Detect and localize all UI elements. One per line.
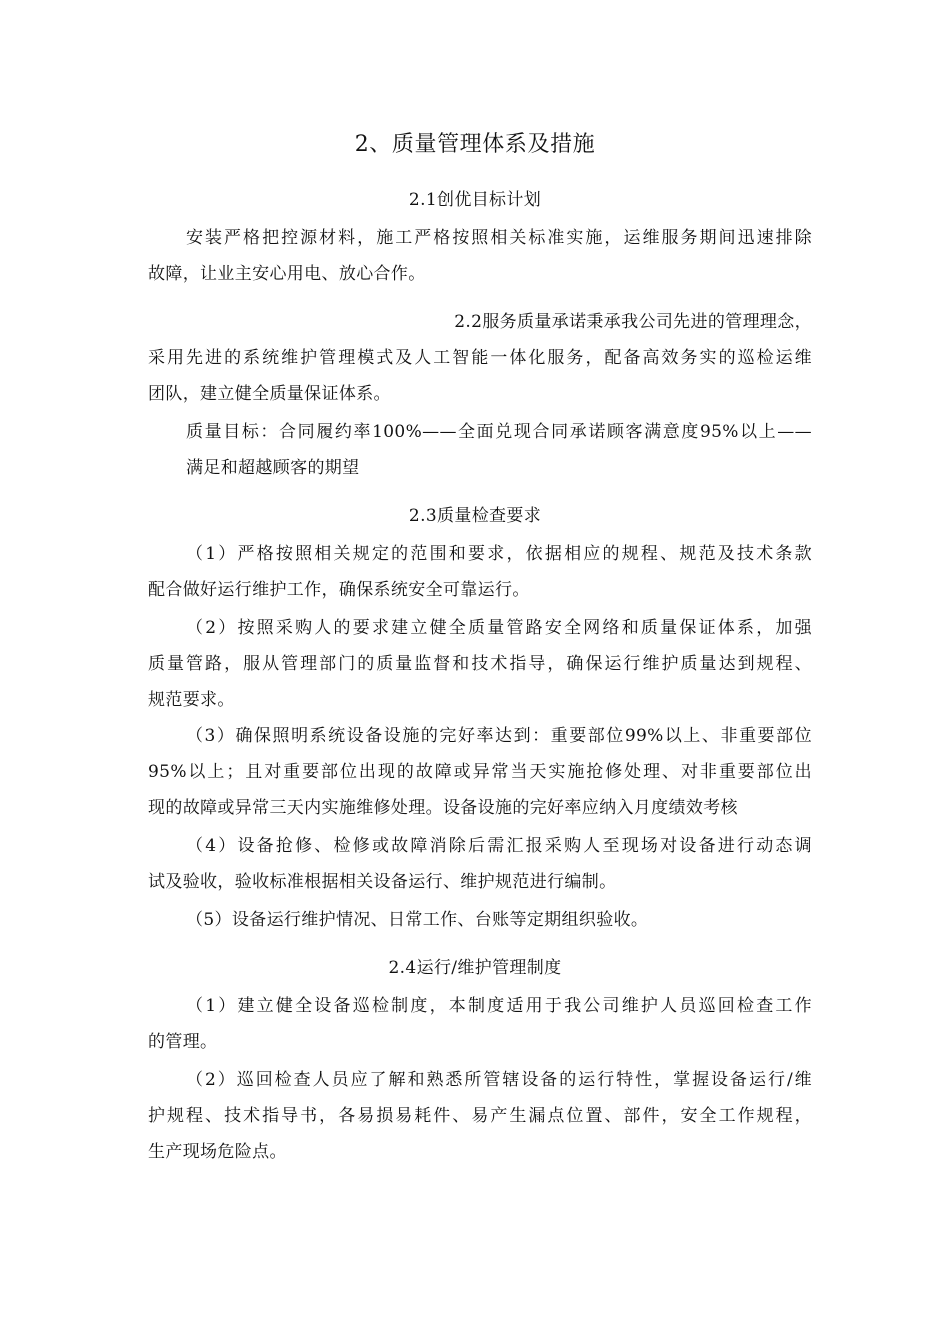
paragraph-line: 故障，让业主安心用电、放心合作。	[148, 264, 426, 284]
list-item-line: （2）巡回检查人员应了解和熟悉所管辖设备的运行特性，掌握设备运行/维	[186, 1070, 812, 1090]
list-item-line: 护规程、技术指导书，各易损易耗件、易产生漏点位置、部件，安全工作规程，	[148, 1106, 812, 1126]
list-item-line: 95%以上；且对重要部位出现的故障或异常当天实施抢修处理、对非重要部位出	[148, 762, 812, 782]
list-item-line: （2）按照采购人的要求建立健全质量管路安全网络和质量保证体系，加强	[186, 618, 812, 638]
list-item-line: （1）建立健全设备巡检制度，本制度适用于我公司维护人员巡回检查工作	[186, 996, 812, 1016]
list-item-line: （5）设备运行维护情况、日常工作、台账等定期组织验收。	[186, 910, 649, 930]
list-item-line: 试及验收，验收标准根据相关设备运行、维护规范进行编制。	[148, 872, 617, 892]
section-2-2-heading: 2.2服务质量承诺秉承我公司先进的管理理念，	[454, 312, 812, 332]
list-item-line: 的管理。	[148, 1032, 218, 1052]
section-2-1-heading: 2.1创优目标计划	[408, 190, 542, 210]
paragraph-line: 安装严格把控源材料，施工严格按照相关标准实施，运维服务期间迅速排除	[186, 228, 812, 248]
list-item-line: 现的故障或异常三天内实施维修处理。设备设施的完好率应纳入月度绩效考核	[148, 798, 738, 818]
section-2-4-heading: 2.4运行/维护管理制度	[388, 958, 562, 978]
list-item-line: 质量管路，服从管理部门的质量监督和技术指导，确保运行维护质量达到规程、	[148, 654, 812, 674]
list-item-line: （4）设备抢修、检修或故障消除后需汇报采购人至现场对设备进行动态调	[186, 836, 812, 856]
paragraph-line: 团队，建立健全质量保证体系。	[148, 384, 391, 404]
list-item-line: （1）严格按照相关规定的范围和要求，依据相应的规程、规范及技术条款	[186, 544, 812, 564]
list-item-line: 规范要求。	[148, 690, 235, 710]
quality-goal-line: 满足和超越顾客的期望	[186, 458, 360, 478]
section-2-3-heading: 2.3质量检查要求	[408, 506, 542, 526]
quality-goal-line: 质量目标：合同履约率100%——全面兑现合同承诺顾客满意度95%以上——	[186, 422, 812, 442]
list-item-line: 生产现场危险点。	[148, 1142, 287, 1162]
paragraph-line: 采用先进的系统维护管理模式及人工智能一体化服务，配备高效务实的巡检运维	[148, 348, 812, 368]
page-title: 2、质量管理体系及措施	[354, 132, 596, 157]
list-item-line: 配合做好运行维护工作，确保系统安全可靠运行。	[148, 580, 530, 600]
list-item-line: （3）确保照明系统设备设施的完好率达到：重要部位99%以上、非重要部位	[186, 726, 812, 746]
